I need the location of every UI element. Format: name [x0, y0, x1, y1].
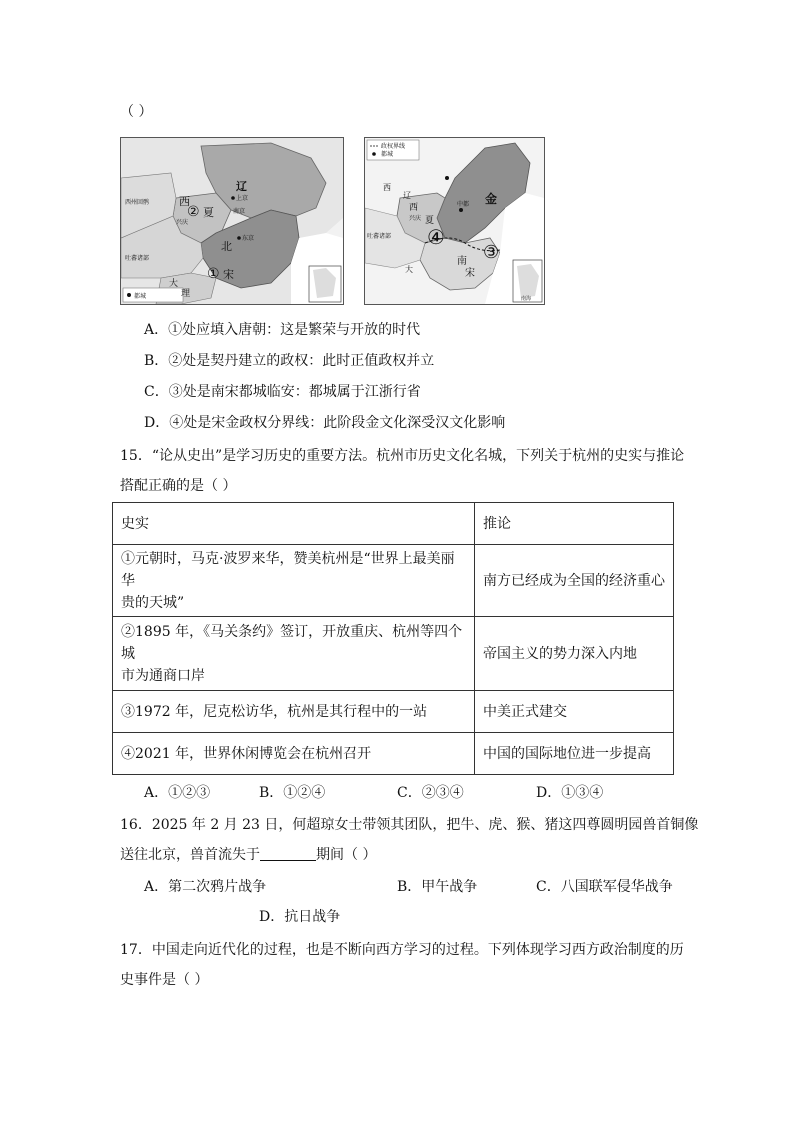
- table-row: [113, 545, 674, 617]
- map-right-legend-capital: 都城: [381, 151, 394, 158]
- map-right-label-xi: 西: [383, 183, 391, 192]
- map-left-label-xi: 西: [179, 195, 190, 208]
- q14-stem-tail: （ ）: [120, 104, 153, 120]
- q14-option-d[interactable]: D．④处是宋金政权分界线：此阶段金文化深受汉文化影响: [144, 415, 506, 431]
- map-right-label-xi2: 西: [409, 203, 419, 213]
- q16-stem-part-a: 送往北京，兽首流失于: [120, 847, 260, 863]
- table-header-row: [113, 503, 674, 545]
- map-right-label-jin: 金: [485, 192, 498, 206]
- map-left-label-li: 理: [181, 289, 191, 299]
- map-northern-song-liao-xia: [120, 137, 344, 305]
- fact-line: 贵的天城”: [121, 594, 185, 611]
- fact-line: 市为通商口岸: [121, 667, 205, 684]
- table-cell-fact: ③1972 年，尼克松访华，杭州是其行程中的一站: [113, 691, 475, 733]
- map-left-label-tubo: 吐蕃诸部: [125, 255, 150, 262]
- map-left-label-nanjing: 南京: [233, 208, 246, 215]
- table-row: [113, 617, 674, 691]
- map-left-label-xizhou: 西州回鹘: [125, 199, 150, 206]
- map-right-label-zhongdu: 中都: [457, 201, 470, 208]
- table-row: [113, 733, 674, 775]
- map-right-legend-border: 政权界线: [381, 143, 406, 150]
- q17-stem-line2: 史事件是（ ）: [120, 972, 209, 988]
- table-cell-inference: 中美正式建交: [475, 691, 674, 733]
- map-left-num2: ②: [187, 204, 200, 220]
- table-cell-inference: 南方已经成为全国的经济重心: [475, 545, 674, 617]
- map-southern-song-jin: [364, 137, 545, 305]
- map-right-label-inset: 南海: [521, 296, 532, 302]
- fact-line: ①元朝时，马克·波罗来华，赞美杭州是“世界上最美丽华: [121, 550, 455, 589]
- table-cell-inference: 中国的国际地位进一步提高: [475, 733, 674, 775]
- map-left-label-xia: 夏: [203, 206, 214, 219]
- q17-stem-line1: 17．中国走向近代化的过程，也是不断向西方学习的过程。下列体现学习西方政治制度的历: [120, 942, 684, 958]
- map-left-legend-capital: 都城: [134, 293, 147, 300]
- map-left-label-bei: 北: [221, 240, 232, 253]
- table-cell-inference: 帝国主义的势力深入内地: [475, 617, 674, 691]
- map-right-label-nan: 南: [457, 256, 467, 267]
- table-cell-fact: [113, 545, 475, 617]
- q14-option-a[interactable]: A．①处应填入唐朝：这是繁荣与开放的时代: [144, 322, 421, 338]
- map-right-num4: ④: [427, 225, 445, 249]
- map-left-label-shangjing: 上京: [236, 195, 249, 202]
- map-right-label-xia: 夏: [425, 216, 435, 226]
- map-left-graphic: [121, 138, 343, 304]
- q16-option-b[interactable]: B．甲午战争: [397, 879, 478, 895]
- table-header-fact: 史实: [113, 503, 475, 545]
- map-left-label-da: 大: [169, 279, 179, 289]
- map-right-label-xingqing: 兴庆: [409, 215, 422, 222]
- q14-maps: [120, 137, 545, 305]
- q15-table: [112, 502, 674, 775]
- map-right-num3: ③: [483, 242, 500, 263]
- q14-option-c[interactable]: C．③处是南宋都城临安：都城属于江浙行省: [144, 384, 421, 400]
- q15-option-c[interactable]: C．②③④: [397, 785, 464, 801]
- q16-option-d[interactable]: D．抗日战争: [259, 909, 341, 925]
- map-left-label-liao: 辽: [236, 180, 247, 193]
- table-row: [113, 691, 674, 733]
- map-left-label-song: 宋: [223, 268, 234, 281]
- q15-option-b[interactable]: B．①②④: [259, 785, 326, 801]
- map-right-label-liao: 辽: [403, 191, 411, 200]
- q15-stem-line2: 搭配正确的是（ ）: [120, 478, 237, 494]
- map-left-label-dongjing: 东京: [242, 235, 255, 242]
- q15-option-a[interactable]: A．①②③: [144, 785, 211, 801]
- q16-stem-part-b: 期间（ ）: [316, 847, 377, 863]
- q16-stem-line1: 16．2025 年 2 月 23 日，何超琼女士带领其团队，把牛、虎、猴、猪这四尊圆明园兽首铜像: [120, 817, 699, 833]
- fact-line: ②1895 年，《马关条约》签订，开放重庆、杭州等四个城: [121, 623, 463, 662]
- q16-blank: [260, 846, 316, 861]
- table-cell-fact: [113, 617, 475, 691]
- map-right-label-song: 宋: [465, 268, 475, 279]
- map-right-graphic: [365, 138, 544, 304]
- map-right-label-da: 大: [405, 265, 413, 274]
- q15-stem-line1: 15．“论从史出”是学习历史的重要方法。杭州市历史文化名城，下列关于杭州的史实与推论: [120, 448, 685, 464]
- map-right-label-tubo: 吐蕃诸部: [367, 233, 392, 240]
- q16-option-c[interactable]: C．八国联军侵华战争: [536, 879, 673, 895]
- q14-option-b[interactable]: B．②处是契丹建立的政权：此时正值政权并立: [144, 353, 435, 369]
- map-left-label-xingqing: 兴庆: [176, 219, 189, 226]
- map-left-num1: ①: [207, 266, 220, 282]
- q16-stem-line2: [120, 845, 376, 865]
- q15-option-d[interactable]: D．①③④: [536, 785, 604, 801]
- table-header-inference: 推论: [475, 503, 674, 545]
- q16-option-a[interactable]: A．第二次鸦片战争: [144, 879, 267, 895]
- table-cell-fact: ④2021 年，世界休闲博览会在杭州召开: [113, 733, 475, 775]
